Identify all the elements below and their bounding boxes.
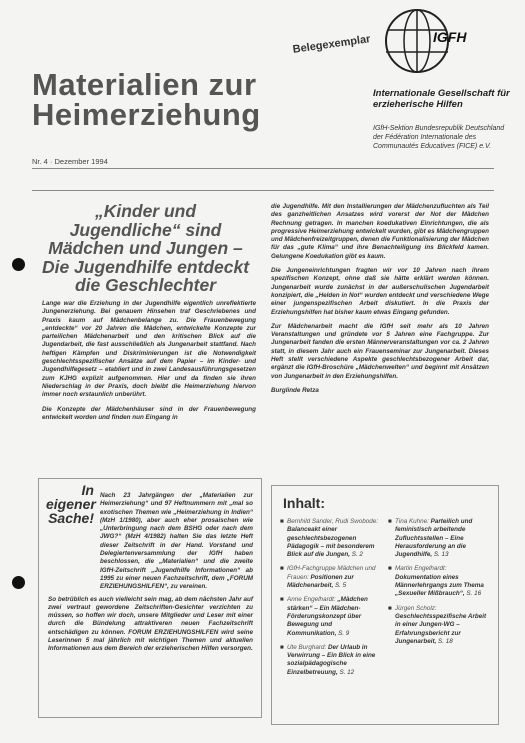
inhalt-left-list — [280, 518, 380, 683]
article-paragraph: Zur Mädchenarbeit macht die IGfH seit mehr als 10 Jahren Veranstaltungen und gründete vor 5 Jahren eine Fachgruppe. Zur Jungenarbeit fanden die ersten Männerveranstaltungen vor ca. 2 Jahren statt, in diesem Jahr auch ein Frauenseminar zur Jungenarbeit. Dieses Heft stellt verschiedene Aspekte geschlechtsbezogener Arbeit dar, ergänzt die IGfH-Broschüre „Mädchenwelten“ und beginnt mit Ansätzen von Jungenarbeit in den Erziehungshilfen. — [271, 322, 489, 380]
bullet-icon: ■ — [388, 565, 392, 573]
article-paragraph: die Jugendhilfe. Mit den Installierungen der Mädchenzufluchten als Teil des ganzheitlichen Ansatzes wird vorerst der Not der Mädchen Rechnung getragen. In manchen koedukativen Einrichtungen, die als progressive Heimerziehung entwickelt wurden, gibt es Mädchengruppen und Mädchenfreizeitgruppen, denen die Funktionalisierung der Mädchen für das „gute Klima“ und ihre Benachteiligung ins Blickfeld kamen. Gelungene Koedukation gibt es kaum. — [271, 203, 489, 260]
toc-item[interactable]: ■ Ute Burghard: Der Urlaub in Verwirrung – Ein Blick in eine sozialpädagogische Einzelbetreuung, S. 12 — [280, 643, 376, 676]
article-signature: Burglinde Retza — [271, 386, 319, 394]
article-paragraph: Lange war die Erziehung in der Jugendhilfe eigentlich unreflektierte Jungenerziehung. Bei genauem Hinsehen traf Geschriebenes und Praxis kaum auf Mädchenbelange zu. Die Frauenbewegung „entdeckte“ vor 20 Jahren die Mädchen, entwickelte Konzepte zur parteilichen Mädchenarbeit und den kritischen Blick auf die Jugendarbeit, die fast ausschließlich als Jungenarbeit stattfand. Nach heftigen Kämpfen und Diskriminierungen ist die Notwendigkeit geschlechtsspezifischer Ansätze auf dem Papier – im Kinder- und Jugendhilfegesetz – etabliert und in zwei Landesausführungsgesetzen zum KJHG explizit aufgenommen. Hier und da finden sie ihren Niederschlag in der Praxis, doch bleibt die Heimerziehung hiervon immer noch erstaunlich unberührt. — [42, 300, 256, 399]
article-left-column — [42, 300, 256, 428]
punch-hole-bottom — [12, 576, 25, 589]
punch-hole-top — [12, 258, 25, 271]
sache-paragraph: Nach 23 Jahrgängen der „Materialien zur Heimerziehung“ und 97 Heftnummern mit „mal so exotischen Themen wie „Heimerziehung in Indien“ (MzH 1/1980), aber auch eher prosaischen wie „Unterbringung nach dem BSHG oder nach dem JWG?“ (MzH 4/1982) halten Sie das letzte Heft dieser Zeitschrift in der Hand. Vorstand und Delegiertenversammlung der IGfH haben beschlossen, die „Materialien“ und die zweite IGfH-Zeitschrift „Jugendhilfe Informationen“ ab 1995 zu einer neuen Fachzeitschrift, dem „FORUM ERZIEHUNGSHILFEN“, zu vereinen. — [100, 492, 253, 591]
organization-subtitle: IGfH-Sektion Bundesrepublik Deutschland der Fédération Internationale des Communautés Educatives (FICE) e.V. — [373, 125, 505, 150]
bullet-icon: ■ — [388, 518, 392, 525]
sache-paragraph: So betrüblich es auch vielleicht sein mag, ab dem nächsten Jahr auf zwei vertraut gewordene Zeitschriften-Gesichter verzichten zu müssen, so hoffen wir doch, unsere Mitglieder und Leser mit einer durch die Bündelung attraktiveren neuen Fachzeitschrift entschädigen zu können. FORUM ERZIEHUNGSHILFEN wird seine Leserinnen 5 mal jährlich mit wichtigen Themen und aktuellen Informationen aus dem Bereich der erzieherischen Hilfen versorgen. — [48, 595, 253, 653]
header-divider — [32, 168, 494, 169]
in-eigener-sache-heading: In eigener Sache! — [46, 482, 96, 526]
toc-item[interactable]: ■ Tina Kuhne: Parteilich und feministisch arbeitende Zufluchtsstellen – Eine Herausforderung an die Jugendhilfe, S. 13 — [388, 518, 473, 559]
article-paragraph: Die Jungeneinrichtungen fragten wir vor 10 Jahren nach ihrem spezifischen Konzept, ohne daß sie hätte erklärt werden können. Jungenarbeit wurde zunächst in der außerschulischen Jugendarbeit konzipiert, die „Helden in Not“ wurden entdeckt und verschiedene Wege einer jungenspezifischen Arbeit diskutiert. In die Praxis der Erziehungshilfen hat bisher kaum etwas Eingang gefunden. — [271, 267, 489, 316]
organization-name: Internationale Gesellschaft für erzieherische Hilfen — [373, 88, 510, 110]
toc-item[interactable]: ■ Jürgen Scholz: Geschlechtsspezifische Arbeit in einer Jungen-WG – Erfahrungsbericht zur Jungenarbeit, S. 18 — [388, 604, 487, 645]
bullet-icon: ■ — [280, 596, 284, 604]
toc-item[interactable]: ■ Bernhild Sander, Rudi Swobode: Balanceakt einer geschlechtsbezogenen Pädagogik – mit besonderem Blick auf die Jungen, S. 2 — [280, 518, 379, 559]
article-headline: „Kinder und Jugendliche“ sind Mädchen und Jungen – Die Jugendhilfe entdeckt die Geschlechter — [41, 201, 250, 295]
article-right-column — [271, 203, 489, 401]
article-paragraph: Die Konzepte der Mädchenhäuser sind in der Frauenbewegung entwickelt worden und finden nun Eingang in — [42, 405, 256, 421]
header-divider-2 — [32, 190, 494, 191]
bullet-icon: ■ — [280, 643, 284, 651]
igfh-logo: IGFH — [433, 29, 467, 45]
issue-number: Nr. 4 · Dezember 1994 — [32, 157, 108, 166]
bullet-icon: ■ — [280, 518, 284, 525]
bullet-icon: ■ — [280, 565, 284, 573]
in-eigener-sache-text — [48, 492, 253, 660]
inhalt-title: Inhalt: — [283, 495, 325, 511]
toc-item[interactable]: ■ Anne Engelhardt: „Mädchen stärken“ – Ein Mädchen-Förderungskonzept über Bewegung und Kommunikation, S. 9 — [280, 596, 368, 637]
toc-item[interactable]: ■ IGfH-Fachgruppe Mädchen und Frauen: Positionen zur Mädchenarbeit, S. 5 — [280, 565, 376, 590]
toc-item[interactable]: ■ Martin Engelhardt: Dokumentation eines Männerlehrgangs zum Thema „Sexueller Mißbrauch“, S. 16 — [388, 565, 484, 598]
journal-title: Materialien zur Heimerziehung — [32, 67, 261, 132]
inhalt-right-list — [388, 518, 488, 652]
bullet-icon: ■ — [388, 604, 392, 612]
stamp-belegexemplar: Belegexemplar — [292, 33, 372, 56]
